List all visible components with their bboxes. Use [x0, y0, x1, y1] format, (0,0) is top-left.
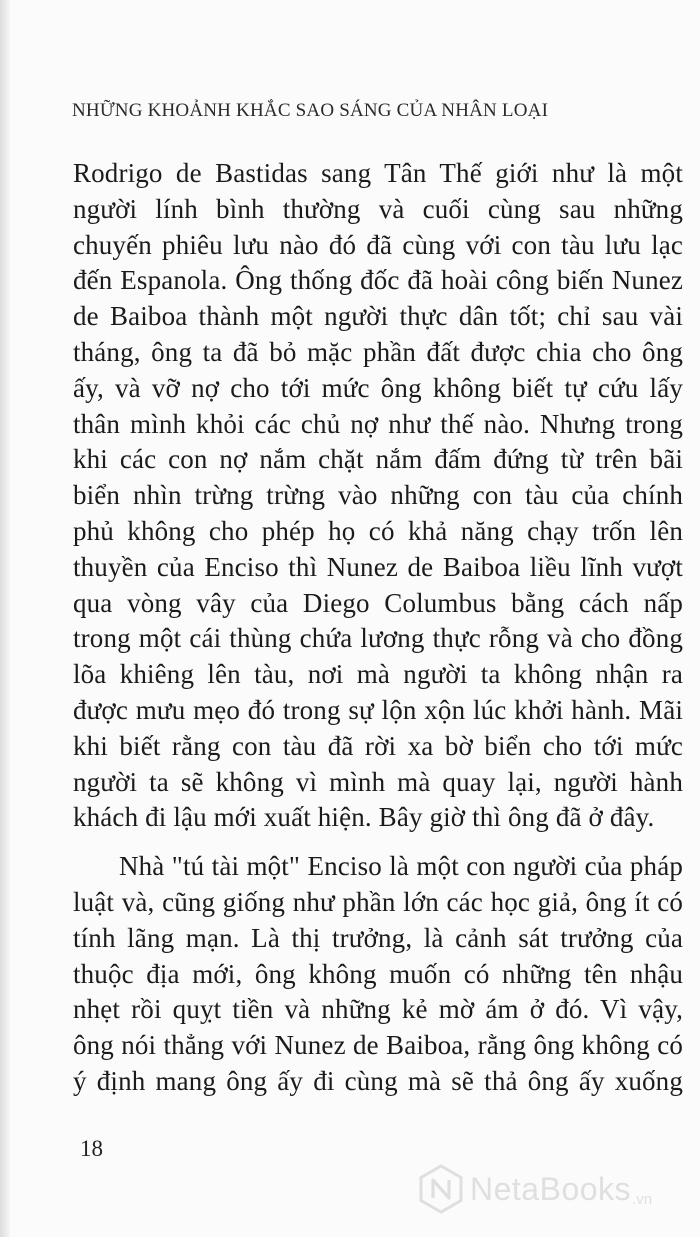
text-line-first: Nhà "tú tài một" Enciso là một con người của pháp — [119, 851, 683, 882]
text-line: thuộc địa mới, ông không muốn có những tên nhậu — [73, 958, 683, 989]
text-line: trong một cái thùng chứa lương thực rỗng và cho đồng — [73, 623, 683, 654]
text-line: thuyền của Enciso thì Nunez de Baiboa liều lĩnh vượt — [73, 551, 683, 582]
text-line: tháng, ông ta đã bỏ mặc phần đất được chia cho ông — [73, 336, 683, 367]
text-line: de Baiboa thành một người thực dân tốt; chỉ sau vài — [73, 301, 683, 332]
paragraph-1 — [73, 156, 683, 836]
text-line: khi biết rằng con tàu đã rời xa bờ biển cho tới mức — [73, 730, 683, 761]
watermark-suffix: .vn — [632, 1191, 653, 1208]
text-line: qua vòng vây của Diego Columbus bằng cách nấp — [73, 587, 683, 618]
text-line: chuyến phiêu lưu nào đó đã cùng với con tàu lưu lạc — [73, 229, 683, 260]
text-line: người ta sẽ không vì mình mà quay lại, người hành — [73, 766, 683, 797]
text-line: tính lãng mạn. Là thị trưởng, là cảnh sát trưởng của — [73, 922, 683, 953]
text-line: thân mình khỏi các chủ nợ như thế nào. Nhưng trong — [73, 408, 683, 439]
text-line: ông nói thẳng với Nunez de Baiboa, rằng ông không có — [73, 1030, 683, 1061]
text-line: nhẹt rồi quỵt tiền và những kẻ mờ ám ở đó. Vì vậy, — [73, 994, 683, 1025]
text-line: phủ không cho phép họ có khả năng chạy trốn lên — [73, 515, 683, 546]
netabooks-logo-icon — [418, 1164, 464, 1214]
page-number: 18 — [80, 1136, 103, 1161]
page-edge-shadow — [0, 0, 10, 1237]
text-line: khi các con nợ nắm chặt nắm đấm đứng từ trên bãi — [73, 444, 683, 475]
text-line: lõa khiêng lên tàu, nơi mà người ta không nhận ra — [73, 659, 683, 690]
text-line: đến Espanola. Ông thống đốc đã hoài công biến Nunez — [73, 265, 683, 296]
text-line: ấy, và vỡ nợ cho tới mức ông không biết tự cứu lấy — [73, 372, 683, 403]
text-line: người lính bình thường và cuối cùng sau những — [73, 193, 683, 224]
text-line: được mưu mẹo đó trong sự lộn xộn lúc khởi hành. Mãi — [73, 694, 683, 725]
text-line: luật và, cũng giống như phần lớn các học giả, ông ít có — [73, 886, 683, 917]
body-text — [73, 156, 683, 1100]
paragraph-gap — [73, 836, 683, 849]
watermark — [418, 1164, 652, 1214]
paragraph-2 — [73, 849, 683, 1100]
watermark-brand: NetaBooks — [470, 1170, 632, 1207]
running-header: NHỮNG KHOẢNH KHẮC SAO SÁNG CỦA NHÂN LOẠI — [72, 100, 549, 121]
text-line: Rodrigo de Bastidas sang Tân Thế giới như là một — [73, 158, 683, 188]
text-line: biển nhìn trừng trừng vào những con tàu của chính — [73, 480, 683, 511]
text-line: ý định mang ông ấy đi cùng mà sẽ thả ông ấy xuống — [73, 1065, 683, 1096]
text-line-last: khách đi lậu mới xuất hiện. Bây giờ thì ông đã ở đây. — [73, 802, 655, 833]
